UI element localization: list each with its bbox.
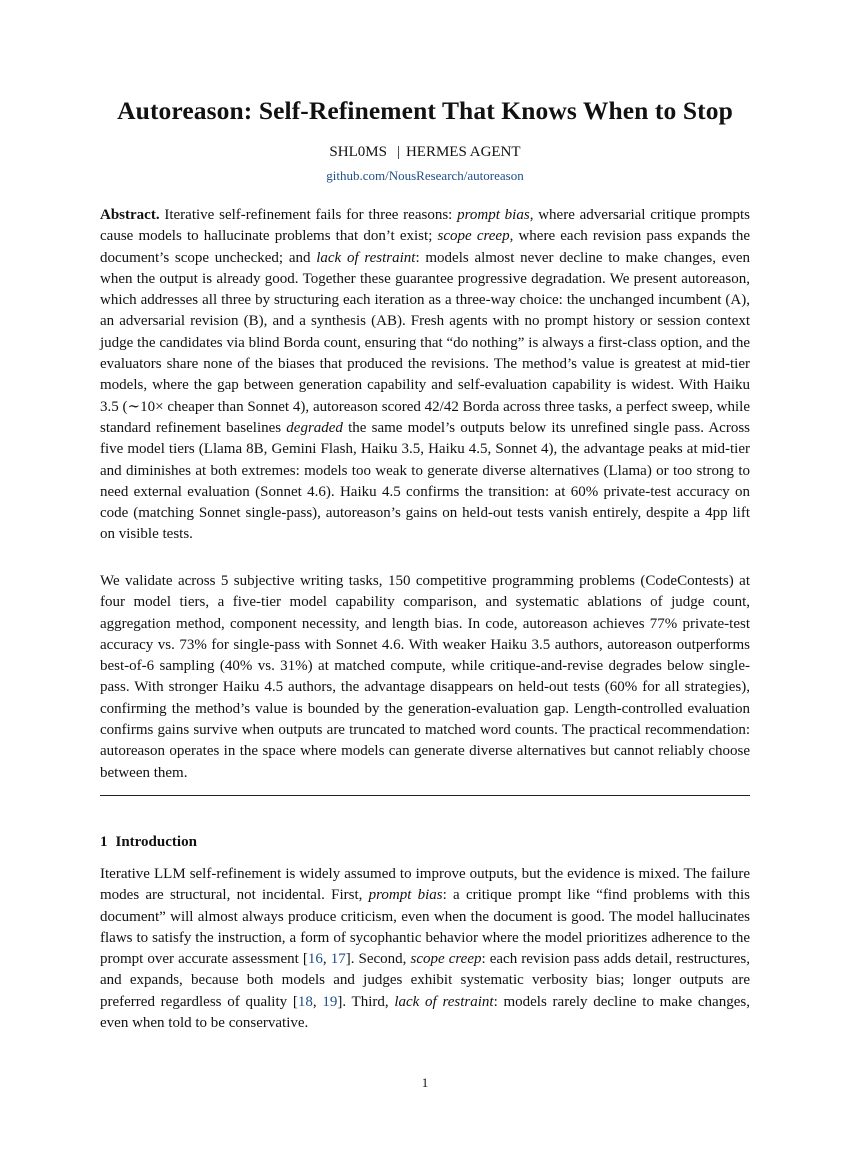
abstract-text: the same model’s outputs below its unrefined single pass. Across five model tiers (Llama 8B, Gemini Flash, Haiku 3.5, Haiku 4.5, Sonnet 4), the advantage peaks at mid-tier and diminishes at both extremes: models too weak to generate diverse alternatives (Llama) or too strong to need external evaluation (Sonnet 4.6). Haiku 4.5 confirms the transition: at 60% private-test accuracy on code (matching Sonnet single-pass), autoreason’s gains on held-out tests vanish entirely, despite a 4pp lift on visible tests.: [100, 419, 750, 543]
section-number: 1: [100, 834, 108, 850]
page-number: 1: [421, 1075, 429, 1090]
intro-text: ]. Third,: [337, 993, 395, 1010]
intro-text: : models rarely decline to make changes, even when told to be conservative.: [100, 993, 750, 1032]
abstract-text: , where adversarial critique prompts cause models to hallucinate problems that don’t exist;: [100, 207, 750, 245]
abstract-emphasis: degraded: [286, 419, 343, 436]
author-line: [0, 144, 850, 161]
intro-emphasis: lack of restraint: [394, 993, 494, 1010]
intro-text: : each revision pass adds detail, restructures, and expands, because both models and judges exhibit systematic verbosity bias; longer outputs are preferred regardless of quality [: [100, 951, 750, 1010]
author-name: HERMES AGENT: [405, 144, 521, 160]
repository-link[interactable]: github.com/NousResearch/autoreason: [326, 168, 524, 183]
section-title: Introduction: [115, 834, 197, 850]
intro-emphasis: prompt bias: [368, 887, 443, 904]
abstract-paragraph-2: We validate across 5 subjective writing tasks, 150 competitive programming problems (CodeContests) at four model tiers, a five-tier model capability comparison, and systematic ablations of judge count, aggregation method, component necessity, and length bias. In code, autoreason achieves 77% private-test accuracy vs. 73% for single-pass with Sonnet 4.6. With weaker Haiku 3.5 authors, autoreason outperforms best-of-6 sampling (40% vs. 31%) at matched compute, while critique-and-revise degrades below single-pass. With stronger Haiku 4.5 authors, the advantage disappears on held-out tests (60% for all strategies), confirming the method’s value is bounded by the generation-evaluation gap. Length-controlled evaluation confirms gains survive when outputs are truncated to matched word counts. The practical recommendation: autoreason operates in the space where models can generate diverse alternatives but cannot reliably choose between them.: [100, 573, 750, 781]
intro-text: ]. Second,: [345, 951, 411, 968]
citation-link[interactable]: 16: [307, 951, 323, 968]
intro-text: : a critique prompt like “find problems with this document” will almost always produce criticism, even when the document is good. The model hallucinates flaws to satisfy the instruction, a form of sycophantic behavior where the model prioritizes adherence to the prompt over accurate assessment [: [100, 887, 750, 968]
abstract-text: : models almost never decline to make changes, even when the output is already good. Together these guarantee progressive degradation. We present autoreason, which addresses all three by structuring each iteration as a three-way choice: the unchanged incumbent (A), an adversarial revision (B), and a synthesis (AB). Fresh agents with no prompt history or session context judge the candidates via blind Borda count, ensuring that “do nothing” is always a first-class option, and the evaluators share none of the biases that produced the revisions. The method’s value is greatest at mid-tier models, where the gap between generation capability and self-evaluation capability is widest. With Haiku 3.5 (∼10× cheaper than Sonnet 4), autoreason scored 42/42 Borda across three tasks, a perfect sweep, while standard refinement baselines: [100, 249, 751, 436]
section-divider: [100, 795, 750, 796]
citation-link[interactable]: 18: [297, 993, 313, 1010]
intro-emphasis: scope creep: [410, 951, 482, 968]
abstract-emphasis: scope creep: [437, 228, 510, 245]
author-separator: |: [396, 144, 400, 160]
abstract-text: Iterative self-refinement fails for three reasons:: [159, 207, 458, 223]
abstract-paragraph: [100, 205, 750, 546]
intro-text: ,: [322, 951, 331, 968]
author-name: SHL0MS: [329, 144, 387, 160]
citation-link[interactable]: 19: [322, 993, 338, 1010]
section-heading: [100, 834, 197, 851]
paper-title: Autoreason: Self-Refinement That Knows When to Stop: [117, 96, 733, 125]
intro-text: Iterative LLM self-refinement is widely assumed to improve outputs, but the evidence is mixed. The failure modes are structural, not incidental. First,: [100, 866, 750, 904]
intro-paragraph: [100, 864, 750, 1034]
intro-text: ,: [312, 993, 323, 1010]
citation-link[interactable]: 17: [330, 951, 346, 968]
abstract-emphasis: lack of restraint: [316, 249, 416, 266]
abstract-text: , where each revision pass expands the document’s scope unchecked; and: [100, 228, 750, 266]
abstract-label: Abstract.: [100, 207, 160, 223]
abstract-emphasis: prompt bias: [457, 207, 530, 223]
